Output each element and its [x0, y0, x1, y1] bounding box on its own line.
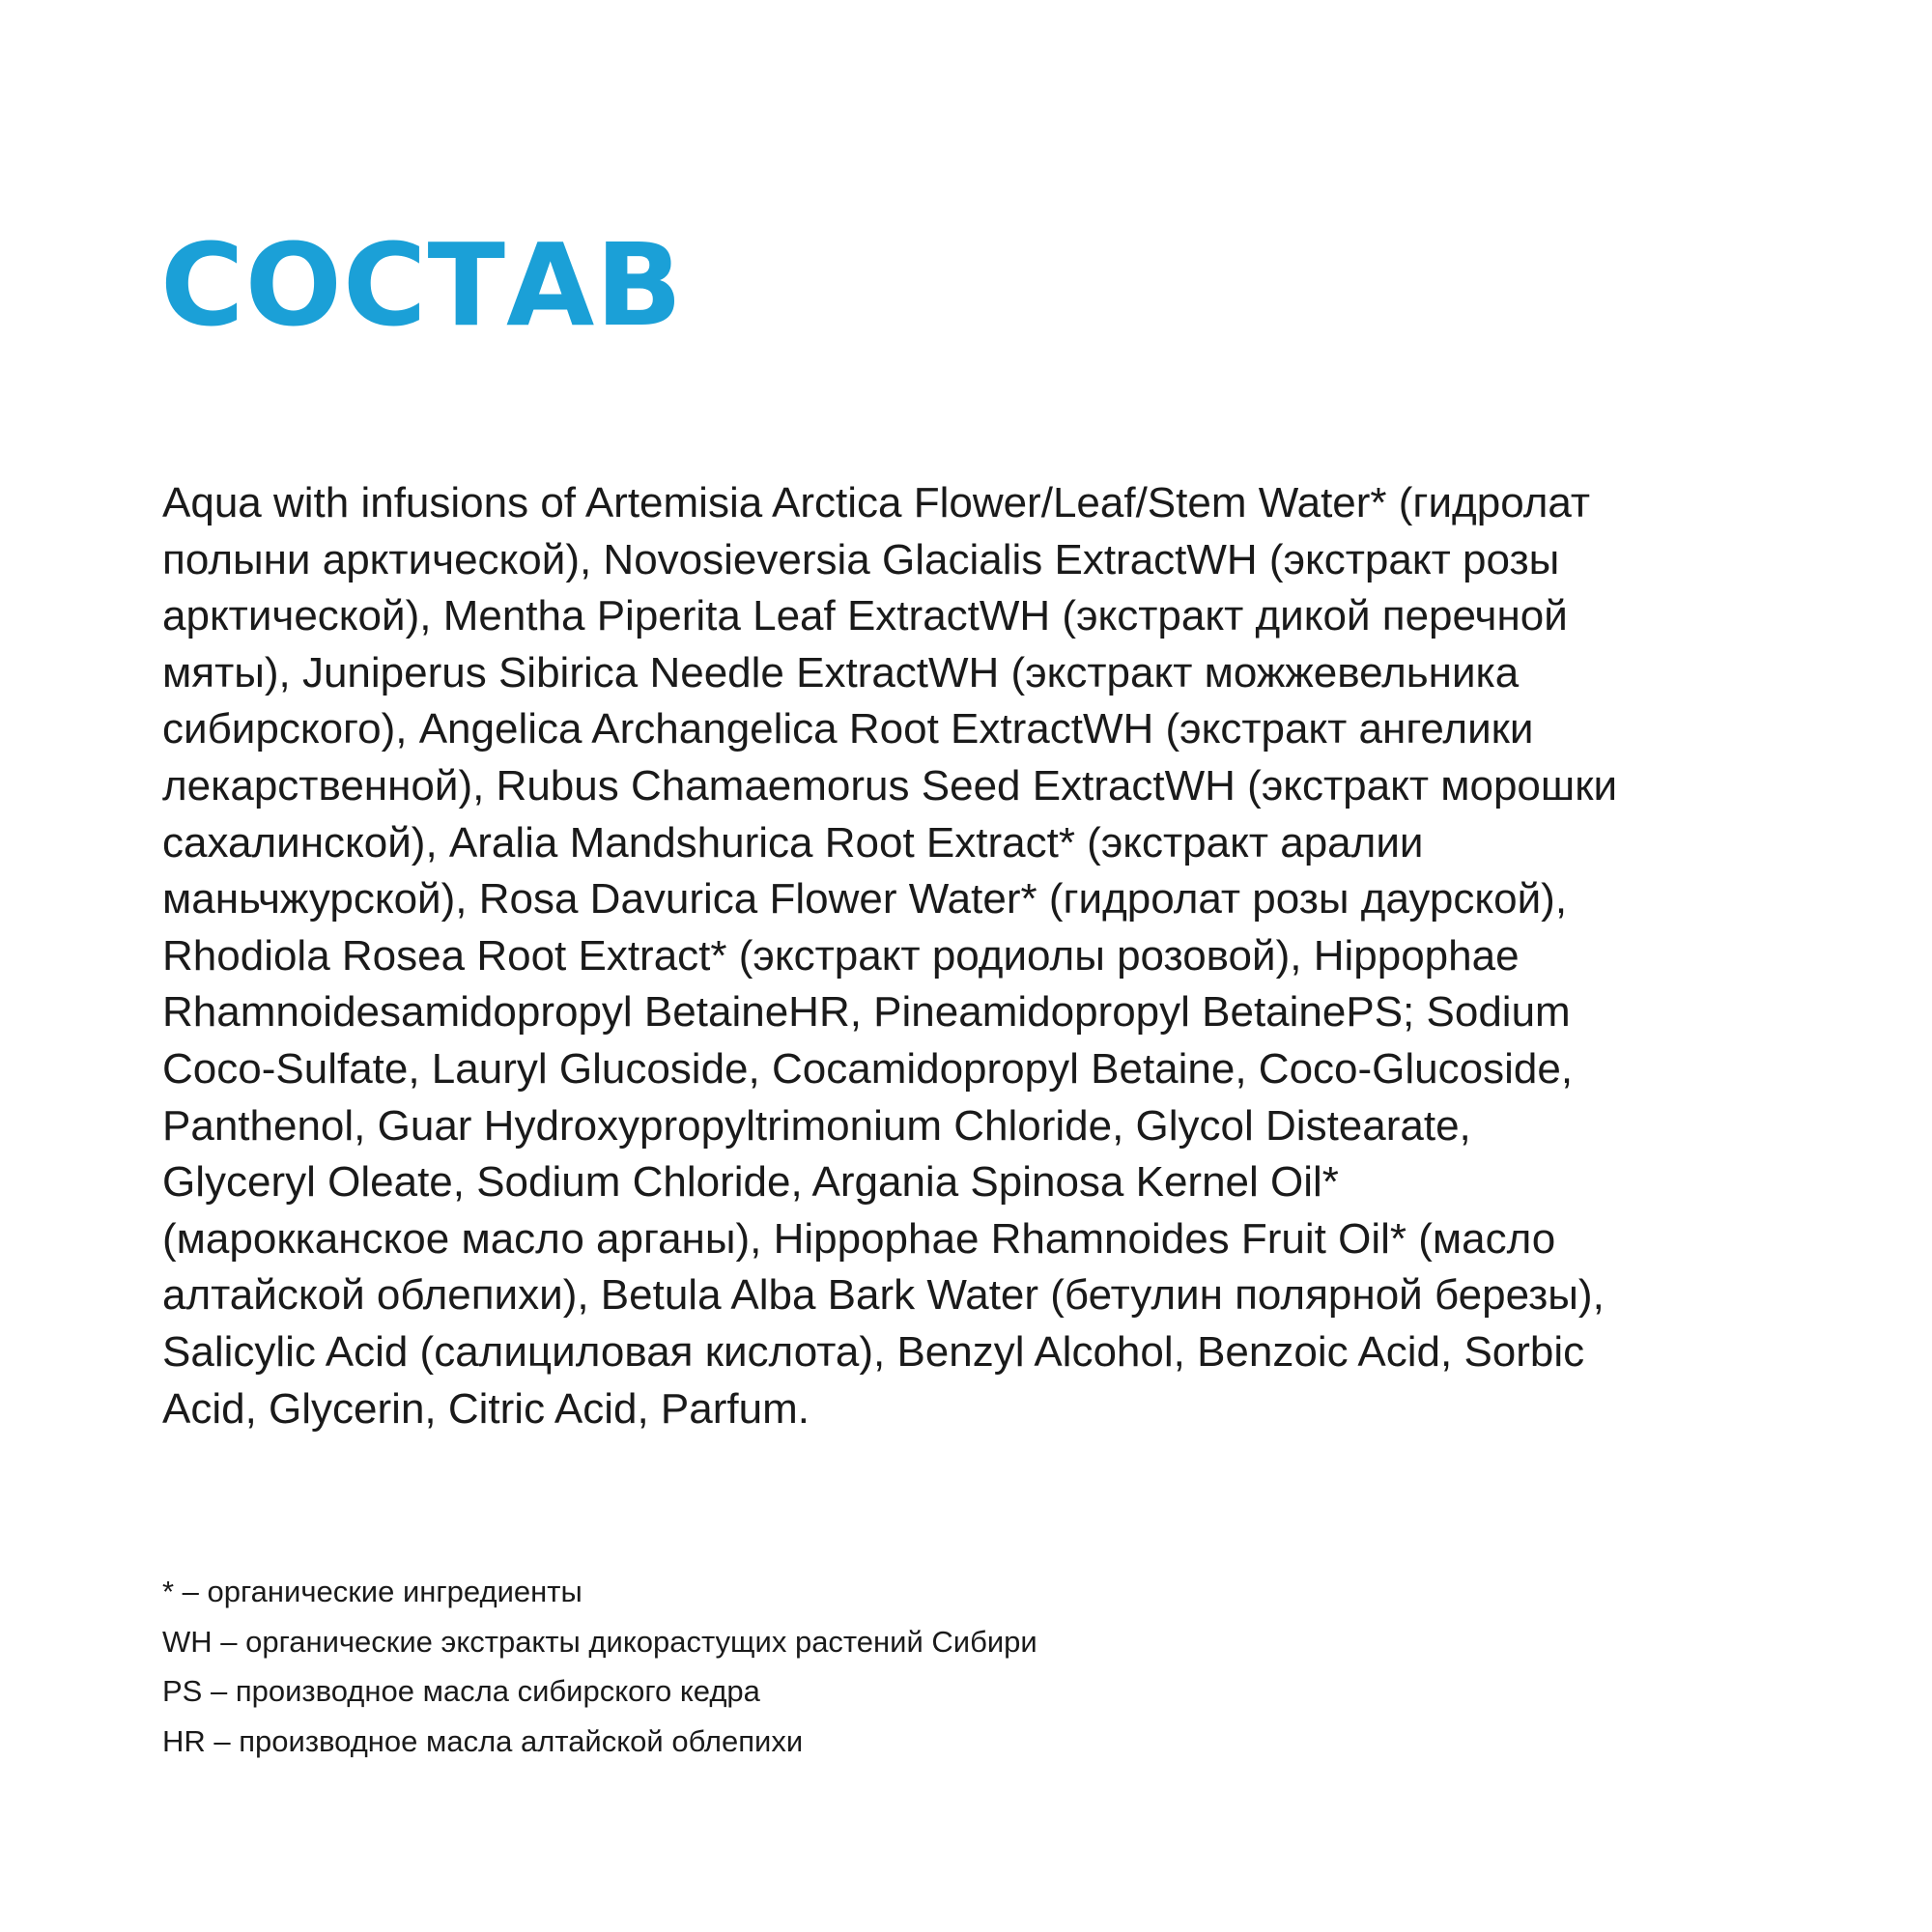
- legend-item-wh: WH – органические экстракты дикорастущих растений Сибири: [162, 1624, 1037, 1659]
- ingredients-paragraph: [162, 475, 1766, 1437]
- ingredients-line: Panthenol, Guar Hydroxypropyltrimonium Chloride, Glycol Distearate,: [162, 1101, 1471, 1150]
- ingredients-line: Glyceryl Oleate, Sodium Chloride, Argania Spinosa Kernel Oil*: [162, 1158, 1339, 1207]
- page-title: СОСТАВ: [160, 218, 684, 352]
- footnote-legend: [162, 1567, 1708, 1766]
- ingredients-line: Coco-Sulfate, Lauryl Glucoside, Cocamidopropyl Betaine, Coco-Glucoside,: [162, 1044, 1574, 1093]
- ingredients-line: Acid, Glycerin, Citric Acid, Parfum.: [162, 1384, 810, 1433]
- legend-item-ps: PS – производное масла сибирского кедра: [162, 1674, 760, 1708]
- ingredients-line: алтайской облепихи), Betula Alba Bark Water (бетулин полярной березы),: [162, 1271, 1605, 1320]
- ingredients-line: арктической), Mentha Piperita Leaf ExtractWH (экстракт дикой перечной: [162, 592, 1568, 640]
- ingredients-line: маньчжурской), Rosa Davurica Flower Water* (гидролат розы даурской),: [162, 875, 1568, 923]
- ingredients-line: (марокканское масло арганы), Hippophae Rhamnoides Fruit Oil* (масло: [162, 1214, 1556, 1263]
- ingredients-line: лекарственной), Rubus Chamaemorus Seed ExtractWH (экстракт морошки: [162, 761, 1618, 810]
- ingredients-line: Rhamnoidesamidopropyl BetaineHR, Pineamidopropyl BetainePS; Sodium: [162, 988, 1571, 1037]
- ingredients-line: Rhodiola Rosea Root Extract* (экстракт родиолы розовой), Hippophae: [162, 931, 1520, 980]
- ingredients-line: сибирского), Angelica Archangelica Root ExtractWH (экстракт ангелики: [162, 705, 1534, 753]
- ingredients-line: сахалинской), Aralia Mandshurica Root Extract* (экстракт аралии: [162, 818, 1424, 867]
- legend-item-organic: * – органические ингредиенты: [162, 1575, 582, 1608]
- ingredients-line: Salicylic Acid (салициловая кислота), Benzyl Alcohol, Benzoic Acid, Sorbic: [162, 1327, 1585, 1376]
- legend-item-hr: HR – производное масла алтайской облепихи: [162, 1723, 804, 1758]
- ingredients-line: полыни арктической), Novosieversia Glacialis ExtractWH (экстракт розы: [162, 535, 1560, 583]
- ingredients-line: Aqua with infusions of Artemisia Arctica Flower/Leaf/Stem Water* (гидролат: [162, 479, 1591, 526]
- ingredients-line: мяты), Juniperus Sibirica Needle ExtractWH (экстракт можжевельника: [162, 648, 1520, 696]
